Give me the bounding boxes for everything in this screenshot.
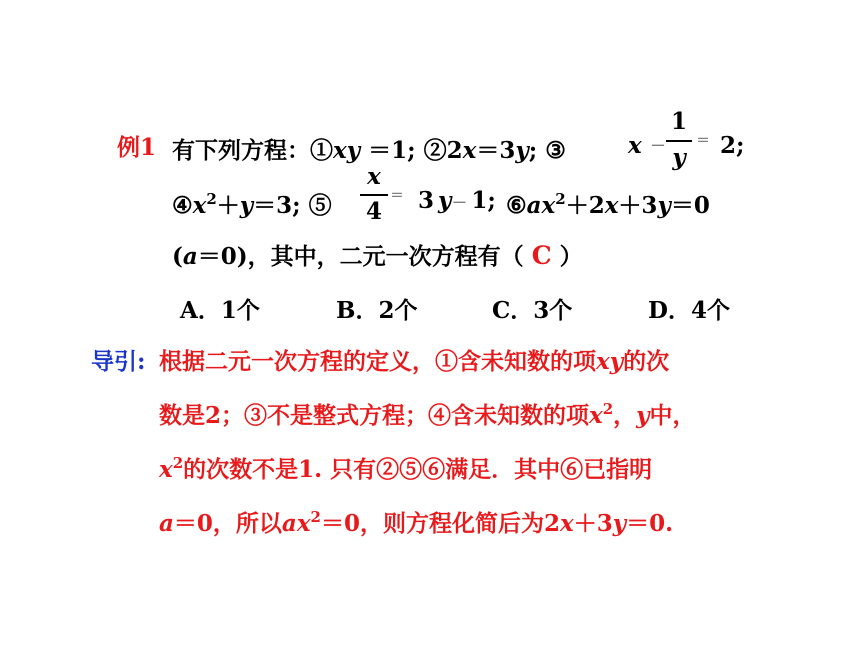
guide-l2-sup: 2 <box>602 400 614 418</box>
guide-l4-plus: ＋3 <box>573 510 613 537</box>
eq6-y: y <box>657 192 671 219</box>
guide-l2-text: 数是2；③不是整式方程；④含未知数的项 <box>159 402 590 429</box>
guide-l4-mid: ＝0，所以 <box>173 510 282 537</box>
guide-l4-sup: 2 <box>310 508 321 526</box>
line1-prefix: 有下列方程：① <box>172 137 333 164</box>
eq2-y: y <box>515 137 529 164</box>
guide-l2-x: x <box>589 402 603 429</box>
eq3-numerator: 1 <box>670 108 687 135</box>
guide-l4-a: a <box>159 510 174 537</box>
answer: C <box>531 241 552 270</box>
line3-open: ( <box>172 243 183 270</box>
eq5-minus: － <box>451 193 468 212</box>
eq2-end: ; ③ <box>528 137 566 164</box>
eq5-three: 3 <box>418 187 435 214</box>
guide-l1-var: xy <box>596 348 624 375</box>
line3-close: ） <box>559 243 583 270</box>
eq5-equals: ＝ <box>390 188 404 204</box>
eq4-y: y <box>239 192 254 219</box>
eq3-rhs: 2; <box>720 132 745 159</box>
eq6-ax: ax <box>526 192 556 219</box>
circ4: ④ <box>172 192 193 219</box>
guide-line-2 <box>159 397 696 430</box>
eq4-end: ＝3; ⑤ <box>253 192 332 219</box>
line3-rest: ＝0)，其中，二元一次方程有（ <box>197 243 524 270</box>
guide-line-4 <box>159 505 673 538</box>
eq6-x: x <box>604 192 619 219</box>
guide-l4-ax: ax <box>281 510 311 537</box>
option-d: D．4个 <box>648 297 730 324</box>
eq5-rhs: 1; <box>471 187 496 214</box>
eq6-circ: ⑥ <box>506 192 527 219</box>
eq4-x: x <box>192 192 207 219</box>
guide-l1-text: 根据二元一次方程的定义，①含未知数的项 <box>159 348 596 375</box>
example-line-3 <box>172 238 583 271</box>
eq3-minus: － <box>650 136 667 155</box>
eq1-rest: ＝1; ②2 <box>360 137 463 164</box>
eq3-denominator: y <box>672 144 686 171</box>
option-b: B．2个 <box>336 297 418 324</box>
eq5-rhs-group <box>418 187 496 214</box>
eq6-plus: ＋2 <box>565 192 605 219</box>
guide-l2-comma: ， <box>613 402 637 429</box>
eq6-sup: 2 <box>555 190 566 208</box>
eq4-mid: ＋ <box>216 192 240 219</box>
eq4-sup: 2 <box>206 190 217 208</box>
eq6 <box>506 187 710 220</box>
eq3-x: x <box>628 132 642 159</box>
eq4 <box>172 187 332 220</box>
guide-l4-x: x <box>560 510 574 537</box>
eq3-fraction-bar <box>666 140 692 142</box>
example-line-1 <box>172 132 566 165</box>
eq2-x: x <box>462 137 477 164</box>
line3-a: a <box>182 243 198 270</box>
eq1-var: xy <box>333 137 361 164</box>
guide-l1-end: 的次 <box>623 348 670 375</box>
guide-l3-sup: 2 <box>172 454 184 472</box>
guide-l2-end: 中， <box>649 402 696 429</box>
guide-l2-y: y <box>636 402 650 429</box>
option-c: C．3个 <box>492 297 573 324</box>
option-a: A．1个 <box>180 297 260 324</box>
guide-l4-mid2: ＝0，则方程化简后为2 <box>320 510 560 537</box>
guide-l4-y: y <box>612 510 627 537</box>
eq5-fraction-bar <box>360 194 388 196</box>
guide-line-1 <box>159 343 669 376</box>
eq5-numerator: x <box>367 163 381 190</box>
guide-tag: 导引: <box>91 348 146 375</box>
eq2-mid: ＝3 <box>476 137 516 164</box>
eq6-end: ＝0 <box>670 192 710 219</box>
example-tag: 例1 <box>117 134 157 161</box>
eq3-equals: ＝ <box>696 133 710 149</box>
eq6-plus2: ＋3 <box>618 192 658 219</box>
eq5-y: y <box>438 187 452 214</box>
guide-l3-x: x <box>159 456 173 483</box>
guide-line-3 <box>159 451 652 484</box>
guide-l3-text: 的次数不是1. 只有②⑤⑥满足．其中⑥已指明 <box>183 456 653 483</box>
guide-l4-end: ＝0. <box>626 510 674 537</box>
eq5-denominator: 4 <box>365 198 382 225</box>
